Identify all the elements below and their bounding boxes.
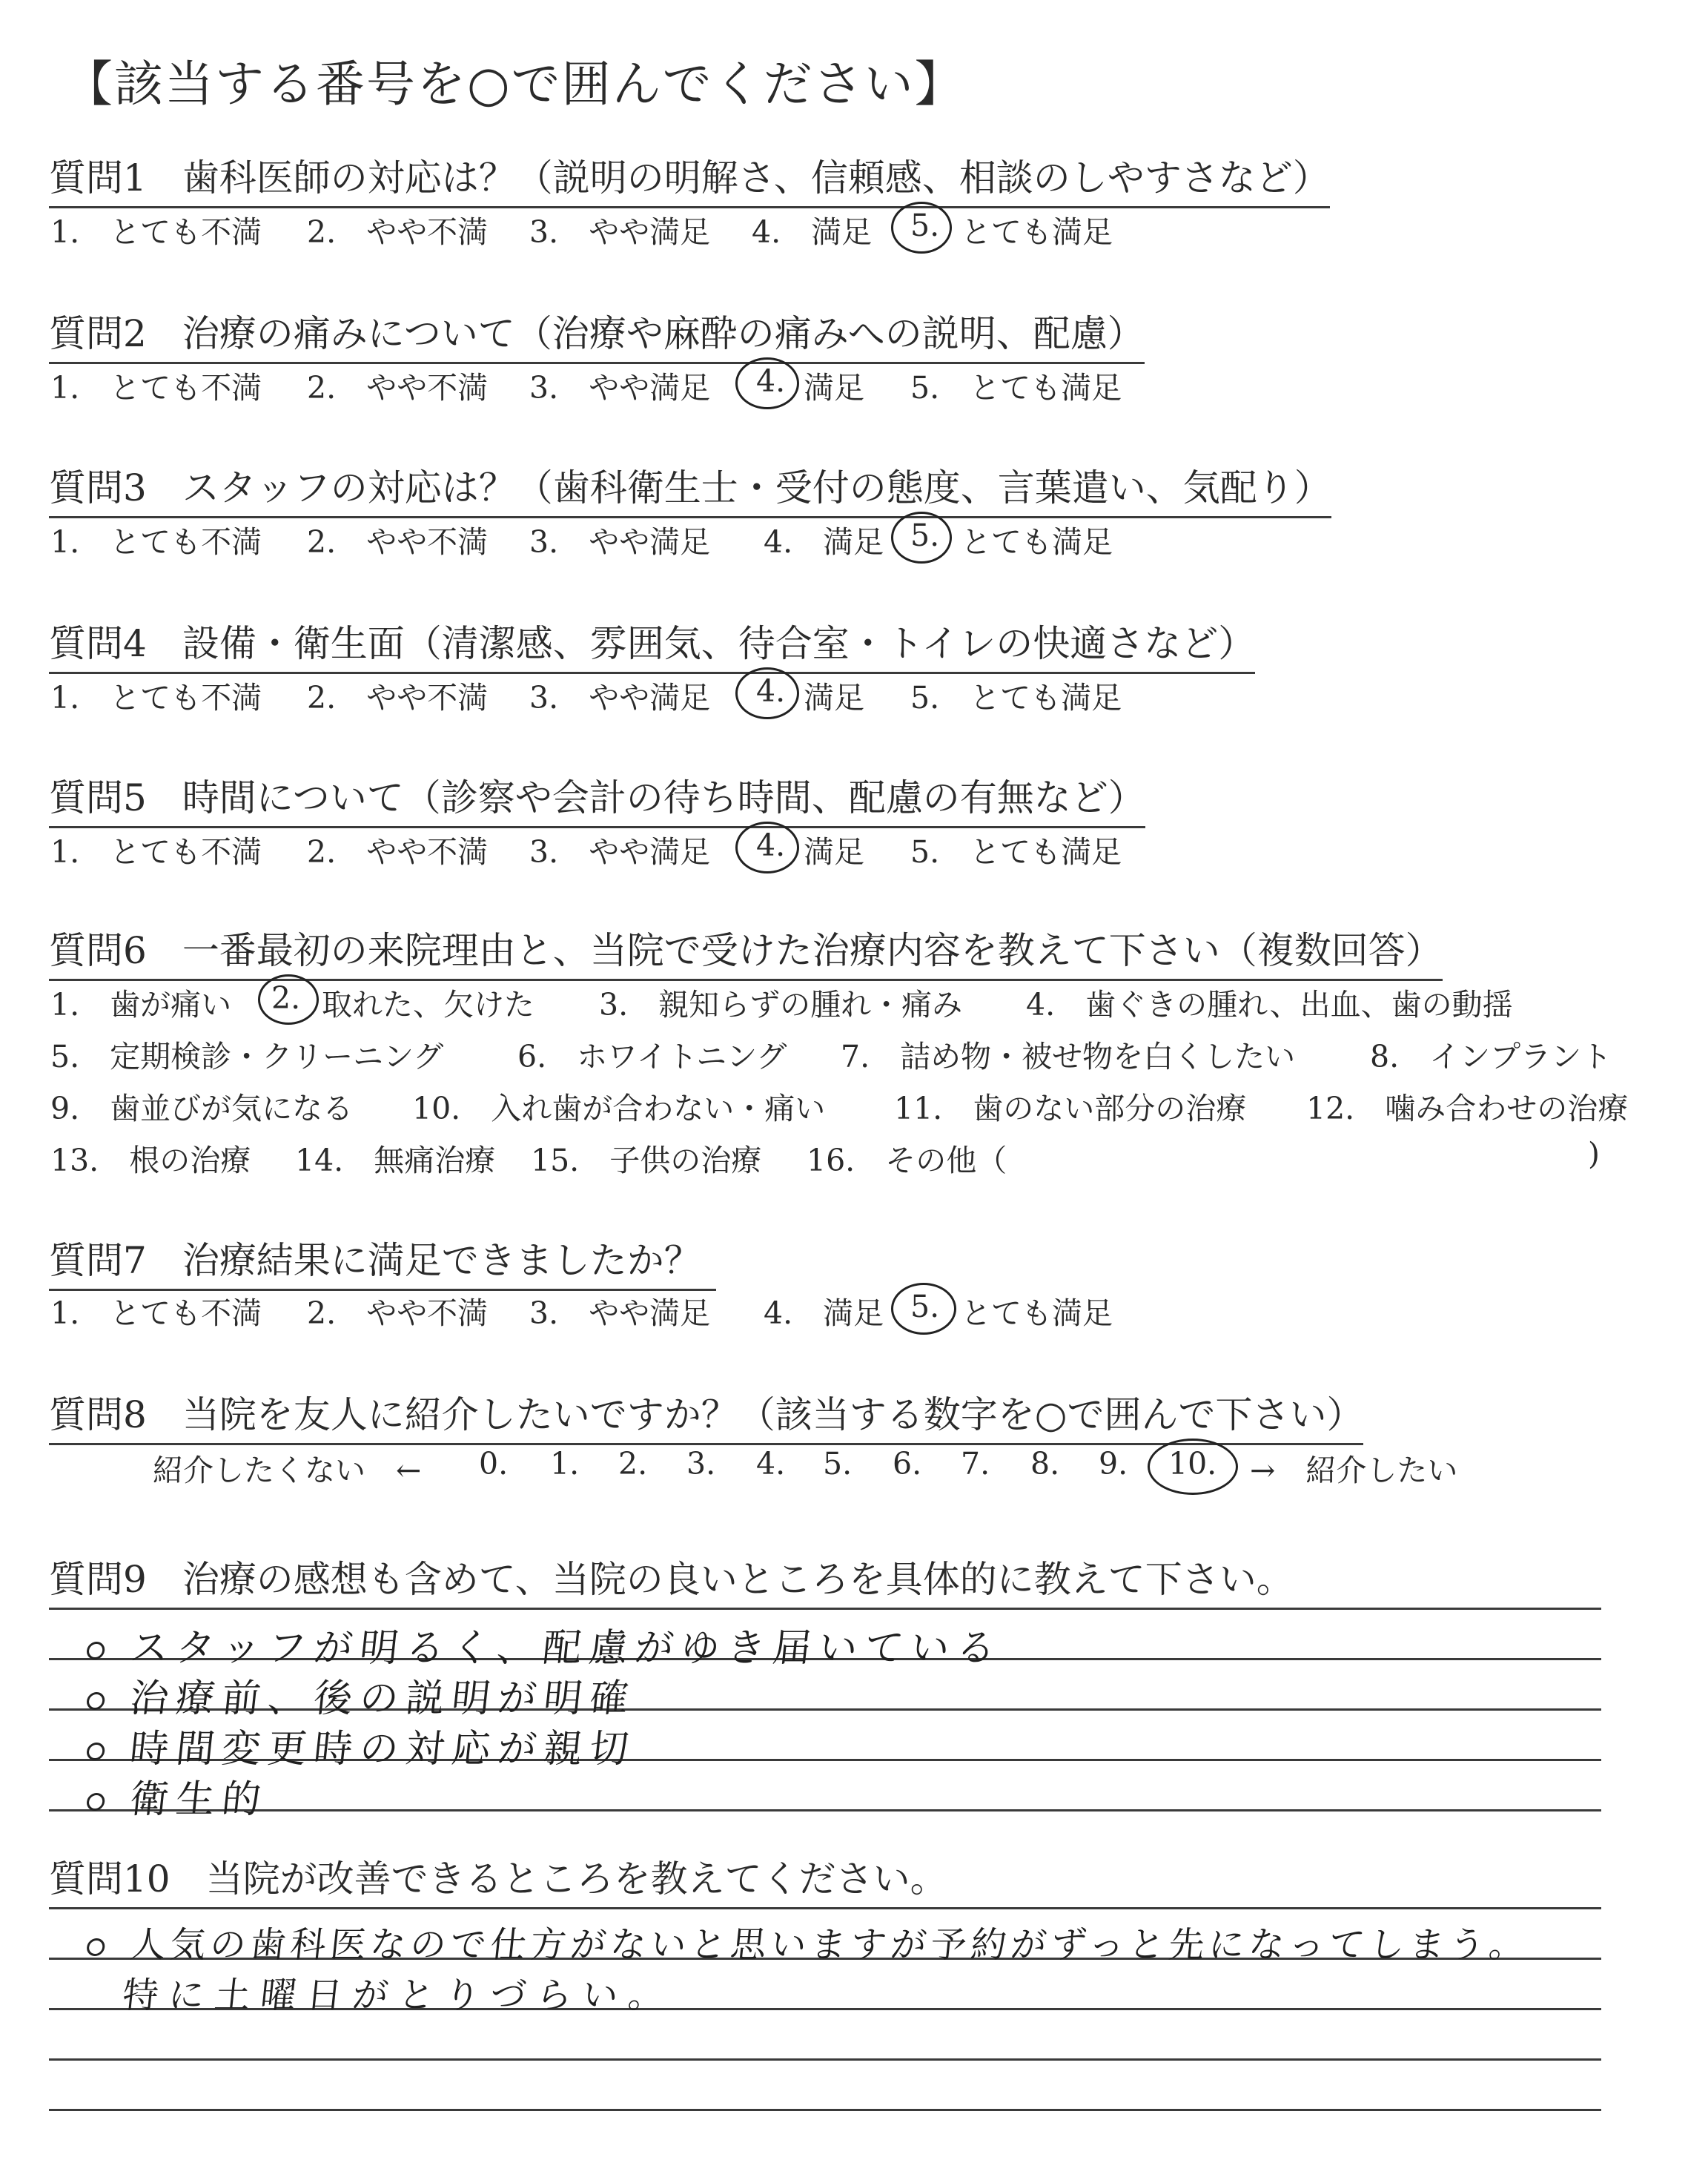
q2-option-1[interactable]: 1. とても不満 bbox=[50, 370, 262, 406]
bullet-icon bbox=[86, 1642, 106, 1659]
q8-selection-circle bbox=[1148, 1439, 1238, 1495]
q9-number: 質問9 bbox=[49, 1558, 147, 1601]
q3-option-5-number[interactable]: 5. bbox=[910, 518, 940, 553]
q1-selection-circle bbox=[891, 202, 952, 254]
q6-option-9[interactable]: 9. 歯並びが気になる bbox=[50, 1091, 354, 1126]
q8-scale-4[interactable]: 4. bbox=[756, 1446, 786, 1482]
q7-option-2[interactable]: 2. やや不満 bbox=[307, 1295, 489, 1331]
q6-other-close-paren: ) bbox=[1588, 1136, 1600, 1172]
bullet-icon bbox=[86, 1743, 106, 1760]
q3-text: スタッフの対応は？（歯科衛生士・受付の態度、言葉遣い、気配り） bbox=[182, 466, 1331, 509]
q2-selection-circle bbox=[735, 357, 799, 409]
q8-scale-9[interactable]: 9. bbox=[1099, 1446, 1128, 1482]
q6-option-14[interactable]: 14. 無痛治療 bbox=[295, 1143, 496, 1178]
q9-answer-3-text: 時間変更時の対応が親切 bbox=[128, 1727, 638, 1771]
q9-answer-3[interactable] bbox=[85, 1717, 639, 1773]
q6-title bbox=[49, 921, 1443, 981]
q7-text: 治療結果に満足できましたか？ bbox=[182, 1239, 701, 1282]
q10-rule-4 bbox=[49, 2058, 1601, 2061]
q6-option-1[interactable]: 1. 歯が痛い bbox=[50, 987, 232, 1023]
q8-scale-8[interactable]: 8. bbox=[1030, 1446, 1060, 1482]
bullet-icon bbox=[86, 1793, 106, 1811]
q6-option-16[interactable]: 16. その他（ bbox=[807, 1143, 1007, 1178]
q2-option-4-label[interactable]: 満足 bbox=[804, 370, 864, 406]
q4-selection-circle bbox=[735, 667, 799, 719]
q9-answer-4-text: 衛生的 bbox=[128, 1777, 271, 1822]
q5-selection-circle bbox=[735, 822, 799, 873]
q10-text: 当院が改善できるところを教えてください。 bbox=[205, 1857, 947, 1900]
q10-number: 質問10 bbox=[49, 1857, 171, 1900]
q5-title bbox=[49, 768, 1145, 828]
q9-answer-1-text: スタッフが明るく、配慮がゆき届いている bbox=[128, 1626, 1005, 1671]
q7-option-5-number[interactable]: 5. bbox=[910, 1289, 940, 1324]
q6-option-3[interactable]: 3. 親知らずの腫れ・痛み bbox=[599, 987, 963, 1023]
q2-option-4-number[interactable]: 4. bbox=[756, 363, 786, 399]
q4-option-2[interactable]: 2. やや不満 bbox=[307, 680, 489, 716]
q10-rule-1 bbox=[49, 1907, 1601, 1909]
q6-number: 質問6 bbox=[49, 929, 147, 972]
q5-option-5[interactable]: 5. とても満足 bbox=[910, 834, 1122, 870]
q4-text: 設備・衛生面（清潔感、雰囲気、待合室・トイレの快適さなど） bbox=[182, 622, 1256, 665]
q9-rule-5 bbox=[49, 1809, 1601, 1811]
q6-option-5[interactable]: 5. 定期検診・クリーニング bbox=[50, 1039, 444, 1074]
q6-option-2-label[interactable]: 取れた、欠けた bbox=[322, 987, 534, 1023]
q7-option-1[interactable]: 1. とても不満 bbox=[50, 1295, 262, 1331]
q9-title bbox=[49, 1550, 1294, 1603]
q7-selection-circle bbox=[891, 1283, 956, 1335]
q4-option-4-number[interactable]: 4. bbox=[756, 673, 786, 709]
q2-text: 治療の痛みについて（治療や麻酔の痛みへの説明、配慮） bbox=[182, 312, 1145, 355]
q10-answer-2[interactable]: 特に土曜日がとりづらい。 bbox=[120, 1975, 677, 2016]
q10-answer-1-text: 人気の歯科医なので仕方がないと思いますが予約がずっと先になってしまう。 bbox=[128, 1924, 1532, 1966]
q1-title bbox=[49, 148, 1330, 208]
q9-answer-2-text: 治療前、後の説明が明確 bbox=[128, 1677, 638, 1721]
q7-option-5-label[interactable]: とても満足 bbox=[961, 1295, 1113, 1331]
q2-option-5[interactable]: 5. とても満足 bbox=[910, 370, 1122, 406]
q9-rule-1 bbox=[49, 1608, 1601, 1610]
q4-number: 質問4 bbox=[49, 622, 147, 665]
q7-title bbox=[49, 1231, 716, 1291]
q9-answer-4[interactable] bbox=[85, 1768, 271, 1823]
q8-left-label: 紹介したくない ← bbox=[153, 1453, 422, 1488]
q8-right-label: → 紹介したい bbox=[1250, 1453, 1458, 1488]
q2-title bbox=[49, 304, 1145, 364]
bullet-icon bbox=[86, 1938, 106, 1956]
q4-option-4-label[interactable]: 満足 bbox=[804, 680, 864, 716]
q2-number: 質問2 bbox=[49, 312, 147, 355]
q6-option-2-number[interactable]: 2. bbox=[271, 980, 301, 1016]
q1-option-2[interactable]: 2. やや不満 bbox=[307, 214, 489, 250]
q4-title bbox=[49, 614, 1255, 674]
q2-option-2[interactable]: 2. やや不満 bbox=[307, 370, 489, 406]
q6-text: 一番最初の来院理由と、当院で受けた治療内容を教えて下さい（複数回答） bbox=[182, 929, 1443, 972]
q1-option-5-label[interactable]: とても満足 bbox=[961, 214, 1113, 250]
q8-scale-7[interactable]: 7. bbox=[961, 1446, 990, 1482]
q8-scale-5[interactable]: 5. bbox=[823, 1446, 853, 1482]
q8-number: 質問8 bbox=[49, 1393, 147, 1436]
q8-scale-10[interactable]: 10. bbox=[1168, 1446, 1217, 1482]
q6-option-6[interactable]: 6. ホワイトニング bbox=[517, 1039, 787, 1074]
q3-title bbox=[49, 458, 1331, 518]
q8-scale-1[interactable]: 1. bbox=[550, 1446, 580, 1482]
q3-option-4[interactable]: 4. 満足 bbox=[764, 524, 884, 560]
q10-rule-5 bbox=[49, 2109, 1601, 2111]
q1-option-5-number[interactable]: 5. bbox=[910, 208, 940, 243]
q6-selection-circle bbox=[258, 974, 319, 1025]
q1-option-4[interactable]: 4. 満足 bbox=[752, 214, 873, 250]
q9-answer-2[interactable] bbox=[85, 1667, 639, 1723]
q6-option-13[interactable]: 13. 根の治療 bbox=[50, 1143, 251, 1178]
page-header: 【該当する番号を○で囲んでください】 bbox=[64, 56, 965, 113]
q5-option-1[interactable]: 1. とても不満 bbox=[50, 834, 262, 870]
q5-number: 質問5 bbox=[49, 776, 147, 819]
q3-selection-circle bbox=[891, 512, 952, 564]
q6-option-11[interactable]: 11. 歯のない部分の治療 bbox=[894, 1091, 1247, 1126]
q7-number: 質問7 bbox=[49, 1239, 147, 1282]
q5-text: 時間について（診察や会計の待ち時間、配慮の有無など） bbox=[182, 776, 1145, 819]
q9-text: 治療の感想も含めて、当院の良いところを具体的に教えて下さい。 bbox=[182, 1558, 1294, 1601]
q5-option-4-number[interactable]: 4. bbox=[756, 828, 786, 863]
q10-answer-1[interactable] bbox=[85, 1916, 1532, 1967]
q6-option-8[interactable]: 8. インプラント bbox=[1370, 1039, 1612, 1074]
q3-number: 質問3 bbox=[49, 466, 147, 509]
q8-title bbox=[49, 1385, 1363, 1445]
q6-option-4[interactable]: 4. 歯ぐきの腫れ、出血、歯の動揺 bbox=[1026, 987, 1513, 1023]
q6-option-7[interactable]: 7. 詰め物・被せ物を白くしたい bbox=[841, 1039, 1296, 1074]
bullet-icon bbox=[86, 1692, 106, 1710]
q2-option-3[interactable]: 3. やや満足 bbox=[529, 370, 711, 406]
q1-number: 質問1 bbox=[49, 156, 147, 199]
q5-option-3[interactable]: 3. やや満足 bbox=[529, 834, 711, 870]
q5-option-4-label[interactable]: 満足 bbox=[804, 834, 864, 870]
q9-answer-1[interactable] bbox=[85, 1616, 1006, 1672]
q6-option-15[interactable]: 15. 子供の治療 bbox=[531, 1143, 762, 1178]
q1-option-3[interactable]: 3. やや満足 bbox=[529, 214, 711, 250]
q8-scale-3[interactable]: 3. bbox=[686, 1446, 716, 1482]
q4-option-5[interactable]: 5. とても満足 bbox=[910, 680, 1122, 716]
q5-option-2[interactable]: 2. やや不満 bbox=[307, 834, 489, 870]
q8-text: 当院を友人に紹介したいですか？（該当する数字を○で囲んで下さい） bbox=[182, 1393, 1364, 1436]
q4-option-3[interactable]: 3. やや満足 bbox=[529, 680, 711, 716]
q6-option-10[interactable]: 10. 入れ歯が合わない・痛い bbox=[412, 1091, 826, 1126]
q1-option-1[interactable]: 1. とても不満 bbox=[50, 214, 262, 250]
q8-scale-6[interactable]: 6. bbox=[893, 1446, 922, 1482]
q3-option-3[interactable]: 3. やや満足 bbox=[529, 524, 711, 560]
q10-title bbox=[49, 1849, 947, 1903]
q3-option-1[interactable]: 1. とても不満 bbox=[50, 524, 262, 560]
q3-option-5-label[interactable]: とても満足 bbox=[961, 524, 1113, 560]
q1-text: 歯科医師の対応は？（説明の明解さ、信頼感、相談のしやすさなど） bbox=[182, 156, 1330, 199]
q8-scale-2[interactable]: 2. bbox=[618, 1446, 648, 1482]
q4-option-1[interactable]: 1. とても不満 bbox=[50, 680, 262, 716]
q7-option-3[interactable]: 3. やや満足 bbox=[529, 1295, 711, 1331]
q7-option-4[interactable]: 4. 満足 bbox=[764, 1295, 884, 1331]
q8-scale-0[interactable]: 0. bbox=[479, 1446, 509, 1482]
q6-option-12[interactable]: 12. 噛み合わせの治療 bbox=[1306, 1091, 1629, 1126]
q3-option-2[interactable]: 2. やや不満 bbox=[307, 524, 489, 560]
